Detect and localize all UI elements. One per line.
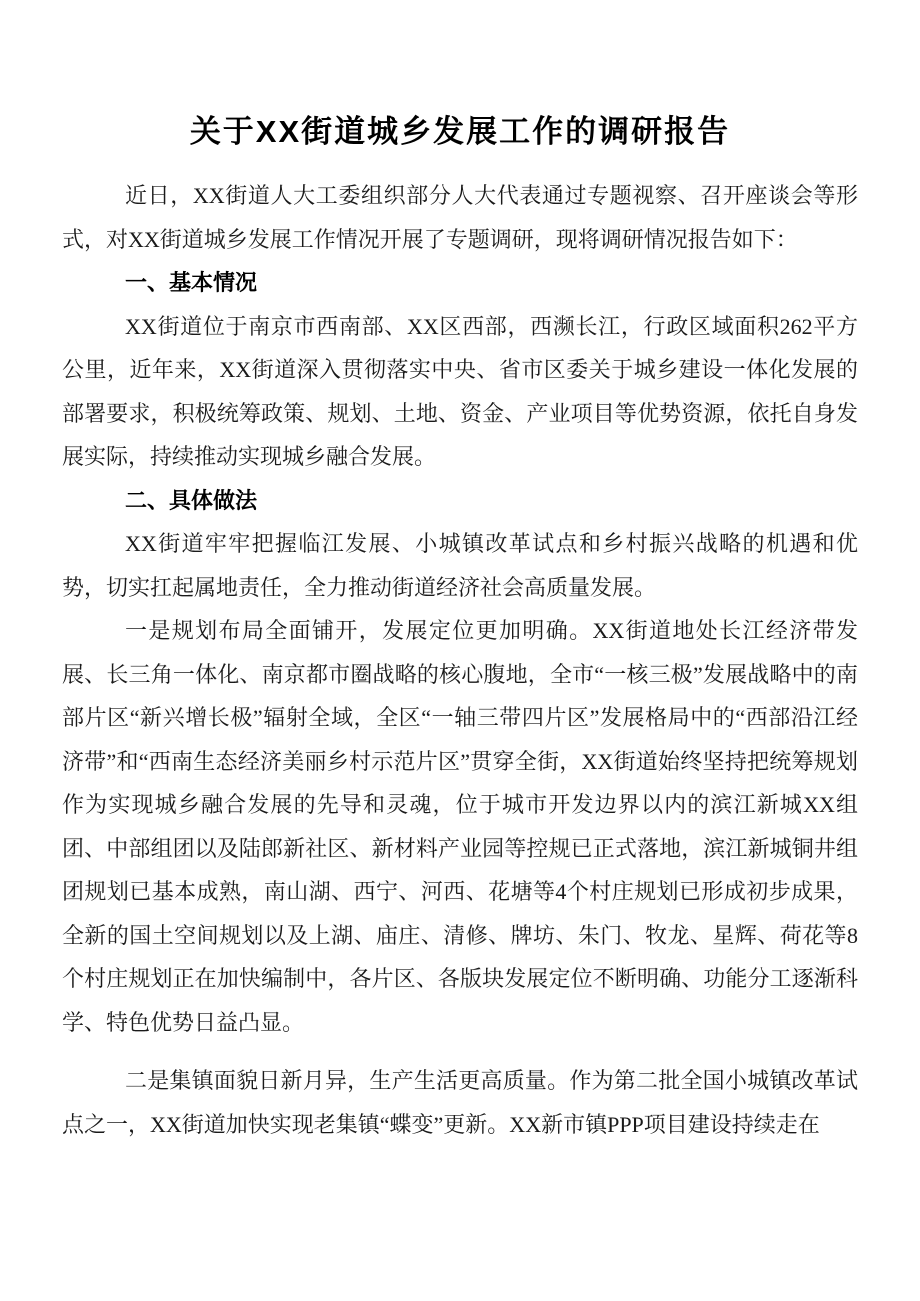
basic-situation-paragraph: XX街道位于南京市西南部、XX区西部，西濒长江，行政区域面积262平方公里，近年来，XX街道深入贯彻落实中央、省市区委关于城乡建设一体化发展的部署要求，积极统筹政策、规划、土地、资金、产业项目等优势资源，依托自身发展实际，持续推动实现城乡融合发展。 (62, 313, 858, 469)
document-title: 关于XX街道城乡发展工作的调研报告 (189, 114, 731, 149)
point-one-planning-paragraph: 一是规划布局全面铺开，发展定位更加明确。XX街道地处长江经济带发展、长三角一体化、南京都市圈战略的核心腹地，全市“一核三极”发展战略中的南部片区“新兴增长极”辐射全域，全区“一轴三带四片区”发展格局中的“西部沿江经济带”和“西南生态经济美丽乡村示范片区”贯穿全街，XX街道始终坚持把统筹规划作为实现城乡融合发展的先导和灵魂，位于城市开发边界以内的滨江新城XX组团、中部组团以及陆郎新社区、新材料产业园等控规已正式落地，滨江新城铜井组团规划已基本成熟，南山湖、西宁、河西、花塘等4个村庄规划已形成初步成果，全新的国土空间规划以及上湖、庙庄、清修、牌坊、朱门、牧龙、星辉、荷花等8个村庄规划正在加快编制中，各片区、各版块发展定位不断明确、功能分工逐渐科学、特色优势日益凸显。 (62, 618, 858, 1035)
section-heading-specific-practices: 二、具体做法 (125, 487, 258, 513)
section-heading-basic-situation: 一、基本情况 (125, 270, 258, 295)
specific-practices-intro-paragraph: XX街道牢牢把握临江发展、小城镇改革试点和乡村振兴战略的机遇和优势，切实扛起属地责任，全力推动街道经济社会高质量发展。 (62, 531, 858, 600)
point-two-town-appearance-paragraph: 二是集镇面貌日新月异，生产生活更高质量。作为第二批全国小城镇改革试点之一，XX街道加快实现老集镇“蝶变”更新。XX新市镇PPP项目建设持续走在 (62, 1068, 858, 1137)
intro-paragraph: 近日，XX街道人大工委组织部分人大代表通过专题视察、召开座谈会等形式，对XX街道城乡发展工作情况开展了专题调研，现将调研情况报告如下： (62, 183, 858, 252)
